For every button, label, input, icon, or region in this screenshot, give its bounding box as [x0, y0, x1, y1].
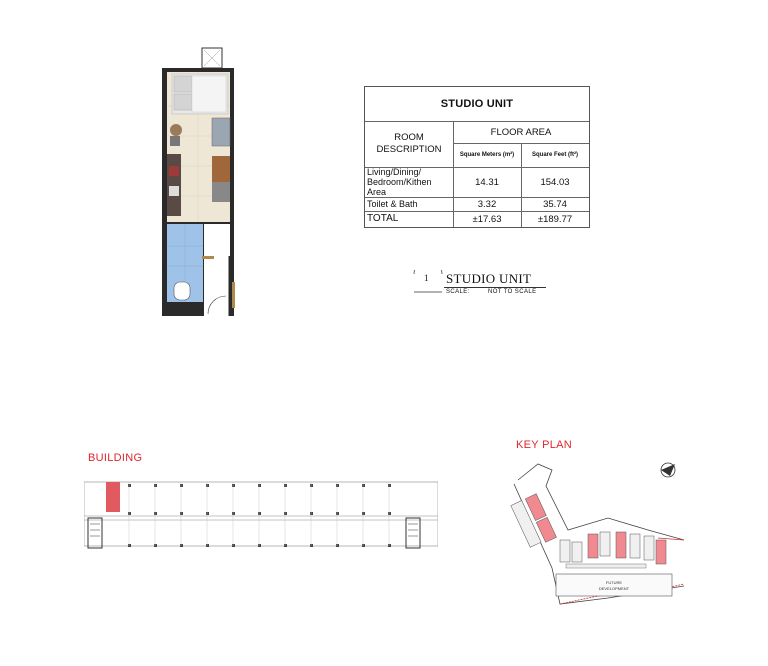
key-plan-title: KEY PLAN [516, 439, 573, 451]
building-title: BUILDING [88, 452, 143, 464]
highlighted-unit [106, 482, 120, 512]
sqft-header: Square Feet (ft²) [531, 152, 578, 158]
caption-scale-value: NOT TO SCALE [488, 289, 537, 295]
floor-area-header: FLOOR AREA [490, 126, 552, 138]
row-sqm: 14.31 [475, 176, 499, 188]
row-sqft: 154.03 [540, 176, 570, 188]
floor-area-table [364, 86, 590, 228]
row-label: Living/Dining/ Bedroom/Kithen Area [367, 167, 432, 197]
svg-text:DEVELOPMENT: DEVELOPMENT [598, 586, 630, 591]
total-sqm: ±17.63 [472, 213, 502, 225]
total-sqft: ±189.77 [537, 213, 573, 225]
row-sqm: 3.32 [477, 198, 497, 210]
total-label: TOTAL [367, 213, 399, 224]
key-plan-map [508, 456, 688, 616]
table-title: STUDIO UNIT [440, 98, 514, 110]
row-label: Toilet & Bath [367, 199, 418, 209]
room-description-header: ROOM DESCRIPTION [376, 132, 442, 155]
caption-scale-label: SCALE: [446, 289, 470, 295]
studio-floor-plan [158, 46, 238, 318]
building-plan [84, 478, 438, 554]
sqm-header: Square Meters (m²) [459, 152, 515, 158]
caption-number: 1 [424, 273, 429, 283]
caption-title: STUDIO UNIT [446, 271, 532, 286]
row-sqft: 35.74 [543, 198, 567, 210]
drawing-caption [410, 270, 550, 300]
svg-text:FUTURE: FUTURE [605, 580, 623, 585]
